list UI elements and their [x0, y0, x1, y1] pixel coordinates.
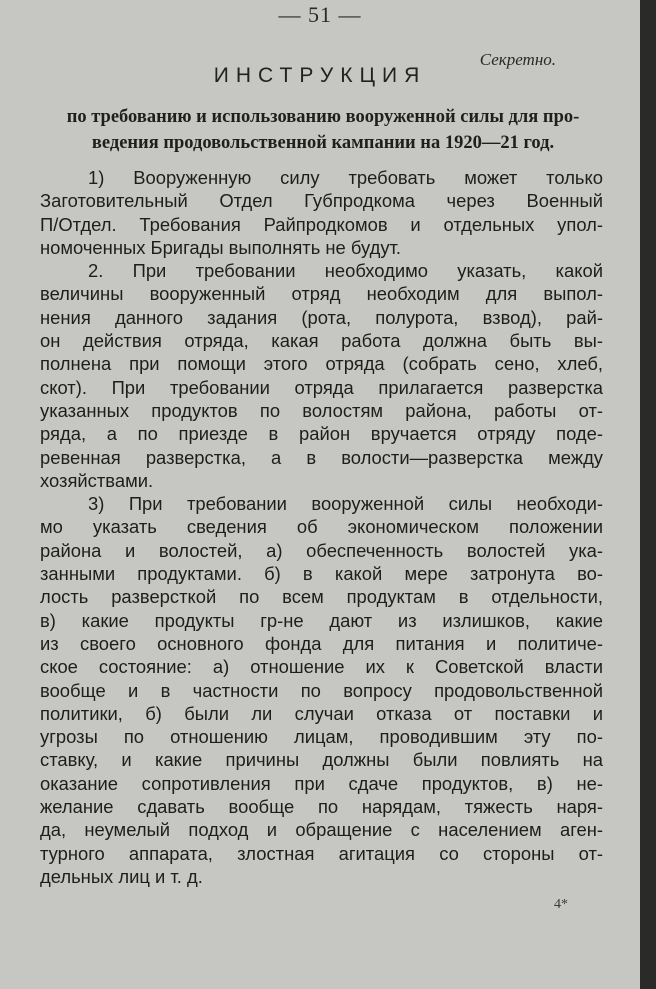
text-line: в) какие продукты гр-не дают из излишков, какие	[40, 609, 603, 631]
subtitle-line: ведения продовольственной кампании на 1920—21 год.	[91, 133, 555, 153]
page-edge	[640, 0, 656, 989]
text-line: мо указать сведения об экономическом положении	[40, 516, 603, 538]
text-line: П/Отдел. Требования Райпродкомов и отдельных упол-	[40, 213, 603, 235]
signature-mark: 4*	[554, 897, 568, 912]
document-title: ИНСТРУКЦИЯ	[213, 64, 427, 87]
text-line: ревенная разверстка, а в волости—разверстка между	[40, 446, 603, 468]
paragraph-2	[40, 259, 603, 492]
text-line: 3) При требовании вооруженной силы необходи-	[88, 493, 603, 515]
text-line: турного аппарата, злостная агитация со стороны от-	[40, 842, 603, 864]
text-line: величины вооруженный отряд необходим для выпол-	[40, 283, 603, 305]
text-line: угрозы по отношению лицам, проводившим эту по-	[40, 726, 603, 748]
text-line: полнена при помощи этого отряда (собрать сено, хлеб,	[40, 353, 603, 375]
text-line: ряда, а по приезде в район вручается отряду поде-	[40, 423, 603, 445]
text-line: политики, б) были ли случаи отказа от поставки и	[40, 702, 603, 724]
text-line: лость разверсткой по всем продуктам в отдельности,	[40, 586, 603, 608]
text-line: указанных продуктов по волостям района, работы от-	[40, 399, 603, 421]
text-line: 1) Вооруженную силу требовать может только	[88, 167, 603, 188]
paragraph-3	[40, 492, 603, 888]
text-line: ставку, и какие причины должны были повлиять на	[40, 749, 603, 771]
text-line: из своего основного фонда для питания и политиче-	[40, 632, 603, 654]
text-line: хозяйствами.	[40, 469, 154, 491]
text-line: ское состояние: а) отношение их к Советской власти	[40, 656, 603, 678]
subtitle-line: по требованию и использованию вооруженной силы для про-	[66, 107, 580, 127]
text-line: номоченных Бригады выполнять не будут.	[40, 236, 402, 258]
text-line: он действия отряда, какая работа должна быть вы-	[40, 330, 603, 352]
text-line: Заготовительный Отдел Губпродкома через Военный	[40, 190, 603, 212]
text-line: вообще и в частности по вопросу продовольственной	[40, 679, 603, 701]
paragraph-1	[40, 166, 603, 259]
text-line: нения данного задания (рота, полурота, взвод), рай-	[40, 306, 603, 328]
classification-mark: Секретно.	[479, 50, 556, 69]
text-line: желание сдавать вообще по нарядам, тяжесть наря-	[40, 796, 603, 818]
text-line: дельных лиц и т. д.	[40, 865, 203, 887]
document-subtitle	[40, 104, 606, 156]
text-line: района и волостей, а) обеспеченность волостей ука-	[40, 539, 603, 561]
text-line: да, неумелый подход и обращение с населением аген-	[40, 819, 603, 841]
text-line: скот). При требовании отряда прилагается разверстка	[40, 376, 603, 398]
text-line: 2. При требовании необходимо указать, какой	[88, 260, 603, 282]
text-line: занными продуктами. б) в какой мере затронута во-	[40, 563, 603, 585]
document-body	[40, 166, 603, 888]
page-number: — 51 —	[278, 2, 362, 27]
text-line: оказание сопротивления при сдаче продуктов, в) не-	[40, 772, 603, 794]
